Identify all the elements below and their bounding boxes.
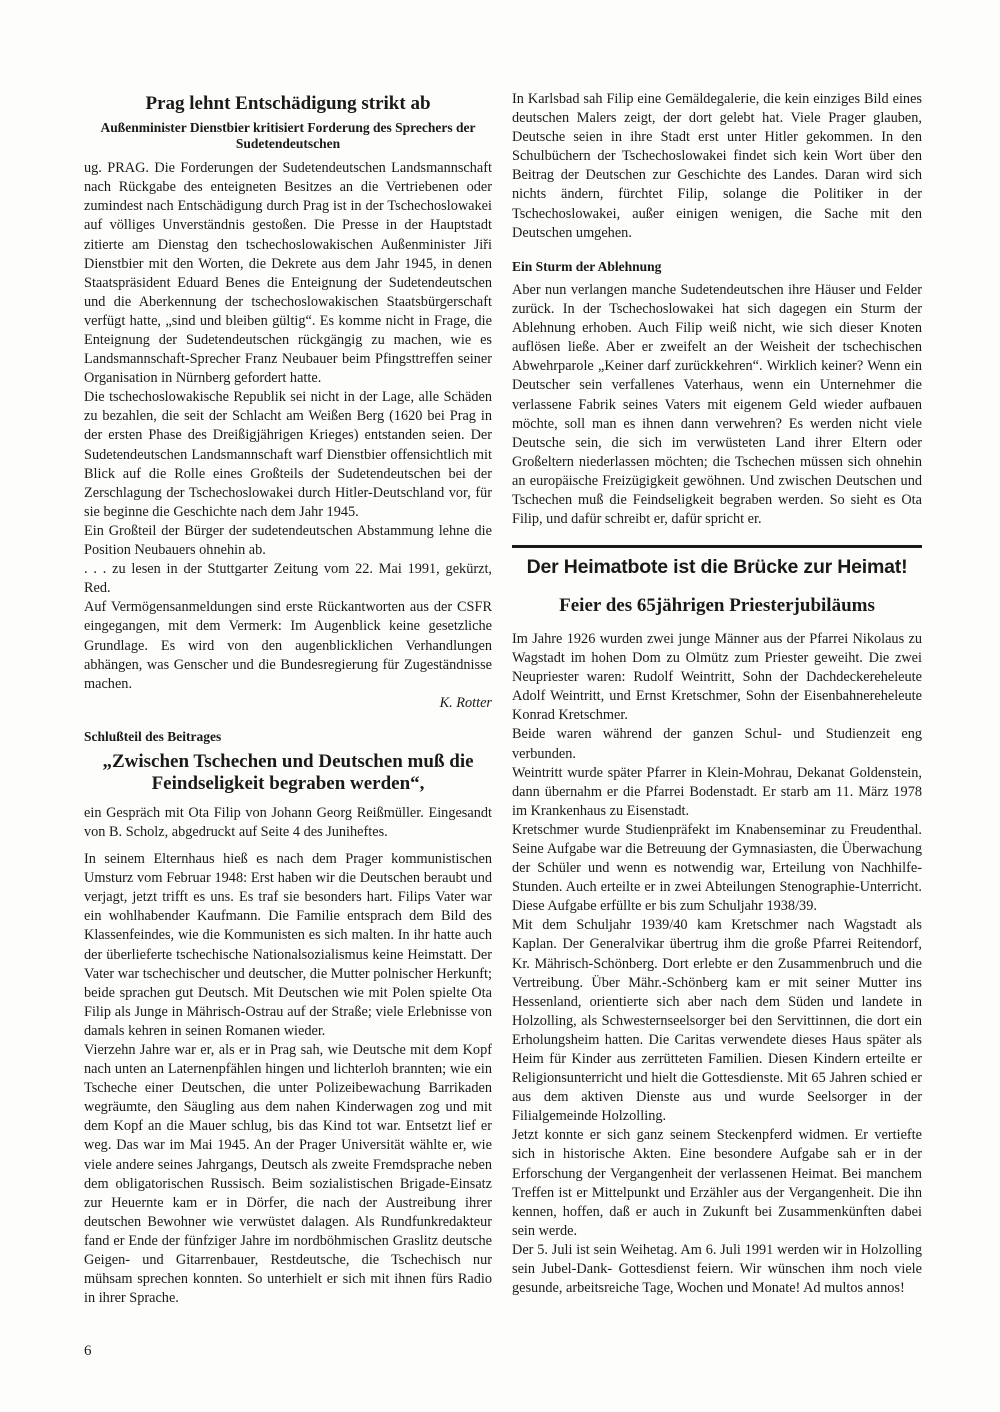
right-column bbox=[512, 90, 922, 1298]
paragraph: Der 5. Juli ist sein Weihetag. Am 6. Juli 1991 werden wir in Holzolling sein Jubel-Dank- Gottesdienst feiern. Wir wünschen ihm noch viele gesunde, arbeitsreiche Tage, Wochen und Monate! Ad multos annos! bbox=[512, 1241, 922, 1297]
article-title: Prag lehnt Entschädigung strikt ab bbox=[145, 93, 431, 114]
paragraph: Die tschechoslowakische Republik sei nicht in der Lage, alle Schäden zu bezahlen, die seit der Schlacht am Weißen Berg (1620 bei Prag in der ersten Phase des Dreißigjährigen Krieges) entstanden seien. Der Sudetendeutschen Landsmannschaft warf Dienstbier offensichtlich mit Blick auf die Rolle eines Großteils der Sudetendeutschen bei der Zerschlagung der Tschechoslowakei durch Hitler-Deutschland vor, für sie beginne die Geschichte nach dem Jahr 1945. bbox=[84, 389, 492, 520]
paragraph: Auf Vermögensanmeldungen sind erste Rückantworten aus der CSFR eingegangen, mit dem Vermerk: Im Augenblick keine gesetzliche Grundlage. Es wird von den augenblicklichen Verhandlungen abhängen, was Genscher und die Bundesregierung für Zugeständnisse machen. bbox=[84, 599, 492, 692]
paragraph: In Karlsbad sah Filip eine Gemäldegalerie, die kein einziges Bild eines deutschen Malers zeigt, der dort gelebt hat. Viele Prager glauben, Deutsche seien in ihre Stadt erst unter Hitler gekommen. In den Schulbüchern der Tschechoslowakei findet sich kein Wort über den Beitrag der Deutschen zur Geschichte des Landes. Daran wird sich nichts ändern, fürchtet Filip, solange die Politiker in der Tschechoslowakei, außer einigen wenigen, die Sache mit den Deutschen umgehen. bbox=[512, 91, 922, 241]
paragraph: ug. PRAG. Die Forderungen der Sudetendeutschen Landsmannschaft nach Rückgabe des enteigneten Besitzes an die Vertriebenen oder zumindest nach Entschädigung durch Prag ist in der Tschechoslowakei auf völliges Unverständnis gestoßen. Die Presse in der Hauptstadt zitierte am Dienstag den tschechoslowakischen Außenminister Jiři Dienstbier mit den Worten, die Dekrete aus dem Jahr 1945, in denen Staatspräsident Eduard Benes die Enteignung der Sudetendeutschen und die Aberkennung der tschechoslowakischen Staatsbürgerschaft verfügt hatte, „sind und bleiben gültig“. Es komme nicht in Frage, die Enteignung der Sudetendeutschen rückgängig zu machen, wie es Landsmannschaft-Sprecher Franz Neubauer beim Pfingsttreffen seiner Organisation in Nürnberg gefordert hatte. bbox=[84, 160, 492, 387]
article-kicker: Schlußteil des Beitrages bbox=[84, 728, 222, 744]
article-intro: ein Gespräch mit Ota Filip von Johann Georg Reißmüller. Eingesandt von B. Scholz, abgedruckt auf Seite 4 des Juniheftes. bbox=[84, 804, 492, 840]
paragraph: Vierzehn Jahre war er, als er in Prag sah, wie Deutsche mit dem Kopf nach unten an Laternenpfählen hingen und lichterloh brannten; wie ein Tscheche einer Deutschen, die unter Polizeibewachung Barrikaden wegräumte, den Säugling aus dem nahen Kinderwagen zog und mit dem Kopf an die Mauer schlug, bis das Kind tot war. Entsetzt lief er weg. Das war im Mai 1945. An der Prager Universität wählte er, wie viele andere seines Jahrgangs, Deutsch als zweite Fremdsprache neben dem obligatorischen Russisch. Beim sozialistischen Brigade-Einsatz zur Heuernte kam er in Dörfer, die nach der Austreibung ihrer deutschen Bewohner wie verwüstet dalagen. Als Rundfunkredakteur fand er Ende der fünfziger Jahre im nordböhmischen Graslitz deutsche Geigen- und Gitarrenbauer, Restdeutsche, die Tschechisch nur mühsam sprechen konnten. So unterhielt er sich mit ihnen fürs Radio in ihrer Sprache. bbox=[84, 1042, 492, 1307]
author-signature: K. Rotter bbox=[439, 694, 492, 711]
slogan-banner: Der Heimatbote ist die Brücke zur Heimat! bbox=[512, 545, 922, 579]
paragraph: Mit dem Schuljahr 1939/40 kam Kretschmer nach Wagstadt als Kaplan. Der Generalvikar übertrug ihm die große Pfarrei Reitendorf, Kr. Mährisch-Schönberg. Dort erlebte er den Zusammenbruch und die Vertreibung. Über Mähr.-Schönberg kam er mit seiner Mutter ins Hessenland, orientierte sich aber nach dem Süden und landete in Holzolling, als Schwesternseelsorger bei den Servittinnen, die dort ein Erholungsheim hatten. Die Caritas verwendete dieses Haus später als Heim für Kinder aus zerrütteten Familien. Diesen Kindern erteilte er Religionsunterricht und hielt die Gottesdienste. Mit 65 Jahren schied er aus dem aktiven Dienste aus und wurde Seelsorger in der Filialgemeinde Holzolling. bbox=[512, 917, 922, 1125]
paragraph: Kretschmer wurde Studienpräfekt im Knabenseminar zu Freudenthal. Seine Aufgabe war die Betreuung der Gymnasiasten, die Überwachung der Schüler und wenn es notwendig war, Erteilung von Nachhilfe-Stunden. Auch erteilte er in zwei Abteilungen Stenographie-Unterricht. Diese Aufgabe erfüllte er bis zum Schuljahr 1938/39. bbox=[512, 821, 922, 915]
paragraph: Im Jahre 1926 wurden zwei junge Männer aus der Pfarrei Nikolaus zu Wagstadt im hohen Dom zu Olmütz zum Priester geweiht. Die zwei Neupriester waren: Rudolf Weintritt, Sohn der Dachdeckereheleute Adolf Weintritt, und Ernst Kretschmer, Sohn der Eisenbahnereheleute Konrad Kretschmer. bbox=[512, 630, 922, 724]
paragraph: Beide waren während der ganzen Schul- und Studienzeit eng verbunden. bbox=[512, 726, 922, 762]
paragraph: Weintritt wurde später Pfarrer in Klein-Mohrau, Dekanat Goldenstein, dann übernahm er die Pfarrei Bodenstadt. Er starb am 11. März 1978 im Krankenhaus zu Eisenstadt. bbox=[512, 764, 922, 819]
paragraph: . . . zu lesen in der Stuttgarter Zeitung vom 22. Mai 1991, gekürzt, Red. bbox=[84, 561, 492, 597]
left-column bbox=[84, 90, 492, 1308]
paragraph: In seinem Elternhaus hieß es nach dem Prager kommunistischen Umsturz vom Februar 1948: Erst haben wir die Deutschen beraubt und verjagt, jetzt trifft es uns. Es traf sie besonders hart. Filips Vater war ein wohlhabender Kaufmann. Die Familie entsprach dem Bild des Klassenfeindes, wie die Kommunisten es sich malten. In ihr hatte auch der überlieferte tschechische Nationalsozialismus keine Heimstatt. Der Vater war tschechischer und deutscher, die Mutter polnischer Herkunft; beide sprachen gut Deutsch. Mit Deutschen wie mit Polen spielte Ota Filip als Junge in Mährisch-Ostrau auf der Straße; viele Erlebnisse von damals kehren in seinen Romanen wieder. bbox=[84, 851, 492, 1039]
page-number: 6 bbox=[84, 1343, 92, 1359]
article-title: Feier des 65jährigen Priesterjubiläums bbox=[559, 595, 875, 617]
paragraph: Aber nun verlangen manche Sudetendeutschen ihre Häuser und Felder zurück. In der Tschechoslowakei hat sich dagegen ein Sturm der Ablehnung erhoben. Auch Filip weiß nicht, wie sich dieser Knoten auflösen ließe. Aber er zweifelt an der Weisheit der tschechischen Abwehrparole „Keiner darf zurückkehren“. Wirklich keiner? Wenn ein Deutscher sein verfallenes Vaterhaus, wenn ein Unternehmer die verlassene Fabrik seines Vaters mit eigenem Geld wieder aufbauen möchte, soll man es ihnen dann verwehren? Es werden nicht viele Deutsche sein, die sich im verwüsteten Land ihrer Eltern oder Großeltern niederlassen möchten; die Tschechen müssen sich ohnehin an europäische Freizügigkeit gewöhnen. Und zwischen Deutschen und Tschechen muß die Feindseligkeit begraben werden. So sieht es Ota Filip, und dafür schreibt er, dafür spricht er. bbox=[512, 281, 922, 528]
article-title: „Zwischen Tschechen und Deutschen muß die Feindseligkeit begraben werden“, bbox=[102, 751, 474, 795]
article-subtitle: Außenminister Dienstbier kritisiert Forderung des Sprechers der Sudetendeutschen bbox=[100, 119, 476, 151]
paragraph: Jetzt konnte er sich ganz seinem Steckenpferd widmen. Er vertiefte sich in historische Akten. Eine besondere Aufgabe sah er in der Erforschung der Vergangenheit der verlassenen Heimat. Bei manchem Treffen ist er Mittelpunkt und Erzähler aus der Vergangenheit. Die ihn kennen, hoffen, daß er auch in Zukunft bei Zusammenkünften dabei sein werde. bbox=[512, 1127, 922, 1239]
paragraph: Ein Großteil der Bürger der sudetendeutschen Abstammung lehne die Position Neubauers ohnehin ab. bbox=[84, 522, 492, 559]
section-heading: Ein Sturm der Ablehnung bbox=[512, 258, 662, 274]
